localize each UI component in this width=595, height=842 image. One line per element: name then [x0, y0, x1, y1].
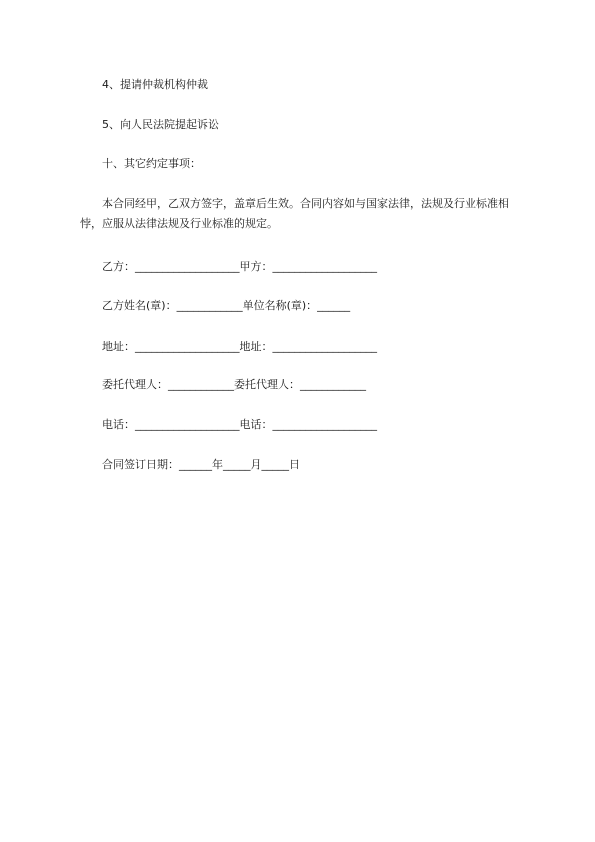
signature-address-line: 地址：___________________地址：___________________: [102, 340, 377, 353]
section-10-heading: 十、其它约定事项：: [102, 157, 201, 170]
signature-name-line: 乙方姓名(章)：____________单位名称(章)：______: [102, 299, 351, 312]
contract-date-line: 合同签订日期：______年_____月_____日: [102, 458, 300, 471]
signature-party-line: 乙方：___________________甲方：___________________: [102, 260, 377, 273]
section-10-body: 本合同经甲，乙双方签字，盖章后生效。合同内容如与国家法律，法规及行业标准相悖，应服从法律法规及行业标准的规定。: [80, 197, 509, 230]
clause-item-5: 5、向人民法院提起诉讼: [102, 118, 219, 131]
signature-phone-line: 电话：___________________电话：___________________: [102, 418, 377, 431]
signature-agent-line: 委托代理人：____________委托代理人：____________: [102, 378, 366, 391]
clause-item-4: 4、提请仲裁机构仲裁: [102, 78, 208, 91]
